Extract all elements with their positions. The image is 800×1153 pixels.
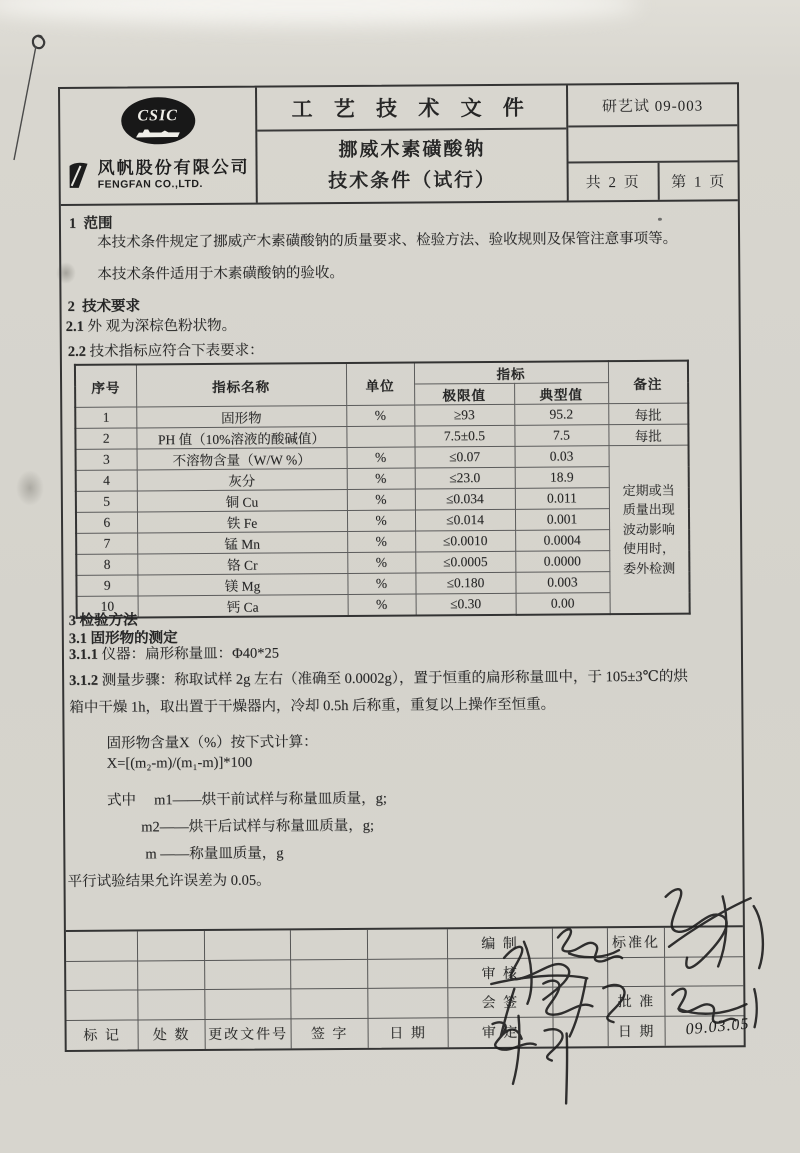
section-3-1-2-line1: 3.1.2 测量步骤：称取试样 2g 左右（准确至 0.0002g），置于恒重的扁形称量皿中，于 105±3℃的烘 — [69, 668, 688, 689]
label-biaozhunhua: 标准化 — [608, 928, 665, 958]
revision-cell — [138, 960, 205, 990]
handwritten-date: 09.03.05 — [684, 1015, 751, 1039]
col-header-name: 指标名称 — [136, 363, 346, 407]
spec-row: 7 锰 Mn % ≤0.0010 0.0004 — [76, 529, 689, 554]
document-header — [60, 84, 738, 206]
section-3-1-1: 3.1.1 仪器：扁形称量皿：Φ40*25 — [68, 645, 280, 663]
company-logo-cell — [60, 88, 258, 204]
col-header-indicator: 指标 — [414, 361, 608, 384]
col-header-unit: 单位 — [346, 363, 414, 406]
product-title-line1: 挪威木素磺酸钠 — [338, 139, 486, 162]
signature-cell-shenhe — [553, 958, 608, 988]
doc-type-title: 工 艺 技 术 文 件 — [257, 85, 566, 131]
formula-m2: m2——烘干后试样与称量皿质量，g; — [141, 817, 375, 836]
merged-remark-cell: 定期或当质量出现波动影响使用时，委外检测 — [609, 445, 690, 614]
section-2-1: 2.1 外 观为深棕色粉状物。 — [65, 317, 237, 335]
spec-table — [74, 360, 691, 619]
revision-cell — [138, 931, 205, 961]
company-name-block — [61, 159, 256, 191]
scan-light-artifact — [0, 0, 640, 24]
col-header-no: 序号 — [75, 364, 136, 407]
revision-cell — [368, 959, 448, 989]
doc-number-column — [568, 84, 738, 200]
label-biaoji: 标 记 — [67, 1020, 139, 1050]
empty-cell — [608, 957, 665, 987]
revision-cell — [205, 930, 291, 960]
revision-cell — [368, 988, 448, 1018]
revision-cell — [368, 929, 448, 959]
spec-row: 8 铬 Cr % ≤0.0005 0.0000 — [76, 550, 689, 575]
total-pages: 共 2 页 — [569, 163, 660, 201]
formula: X=[(m₂-m)/(m₁-m)]*100 — [106, 754, 253, 772]
section-3-heading: 3 检验方法 — [68, 612, 138, 629]
section-1-heading: 1 范围 — [68, 215, 113, 232]
company-name-cn: 风帆股份有限公司 — [97, 157, 250, 178]
page-number: 第 1 页 — [671, 174, 727, 191]
company-name-en: FENGFAN CO.,LTD. — [97, 177, 203, 191]
section-1-paragraph-2: 本技术条件适用于木素磺酸钠的验收。 — [97, 265, 344, 283]
revision-cell — [291, 959, 368, 989]
col-header-limit: 极限值 — [414, 383, 514, 405]
revision-cell — [66, 990, 138, 1020]
spec-row: 9 镁 Mg % ≤0.180 0.003 — [76, 571, 689, 596]
label-pizhun: 批 准 — [608, 987, 665, 1017]
product-title — [257, 129, 566, 202]
document-frame — [58, 82, 751, 1052]
formula-where-m1: 式中 m1——烘干前试样与称量皿质量，g; — [106, 790, 387, 809]
ink-speck — [658, 218, 662, 221]
doc-number: 研艺试 09-003 — [568, 84, 737, 127]
fengfan-sail-logo-icon — [67, 160, 91, 190]
formula-intro: 固形物含量X（%）按下式计算： — [106, 734, 318, 752]
tolerance-note: 平行试验结果允许误差为 0.05。 — [67, 872, 271, 890]
spec-row: 1 固形物 % ≥93 95.2 每批 — [75, 403, 688, 428]
csic-logo-text: CSIC — [137, 107, 178, 125]
revision-cell — [205, 960, 291, 990]
spec-row: 5 铜 Cu % ≤0.034 0.011 — [76, 487, 689, 512]
section-1-paragraph-1: 本技术条件规定了挪威产木素磺酸钠的质量要求、检验方法、验收规则及保管注意事项等。 — [97, 230, 678, 251]
revision-cell — [138, 990, 205, 1020]
csic-logo — [121, 97, 195, 145]
label-qianzi: 签 字 — [292, 1018, 369, 1048]
spec-row: 2 PH 值（10%溶液的酸碱值） 7.5±0.5 7.5 每批 — [75, 424, 688, 449]
title-column — [257, 85, 569, 202]
label-bianzhi: 编 制 — [448, 929, 553, 959]
page-info-row — [569, 162, 738, 200]
label-chushu: 处 数 — [139, 1019, 206, 1049]
revision-cell — [66, 961, 138, 991]
spec-row: 10 钙 Ca % ≤0.30 0.00 — [77, 592, 690, 618]
section-2-heading: 2 技术要求 — [67, 298, 141, 315]
formula-m: m ——称量皿质量，g — [145, 845, 284, 863]
signature-cell-huiqian — [553, 987, 608, 1017]
spec-row: 3 不溶物含量（W/W %） % ≤0.07 0.03 定期或当质量出现波动影响使用时，委外检测 — [76, 445, 689, 470]
revision-cell — [291, 930, 368, 960]
approval-table — [66, 925, 744, 1050]
label-genggai-wenjianhao: 更改文件号 — [206, 1019, 292, 1049]
revision-cell — [66, 931, 138, 961]
product-title-line2: 技术条件（试行） — [328, 169, 497, 192]
label-riqi-left: 日 期 — [369, 1018, 449, 1048]
signature-cell-bianzhi — [553, 928, 608, 958]
signature-cell-pizhun — [665, 986, 743, 1016]
label-shending: 审 定 — [449, 1017, 554, 1047]
signature-cell-shending — [554, 1017, 609, 1047]
signature-cell-biaozhunhua — [665, 927, 743, 957]
spec-row: 4 灰分 % ≤23.0 18.9 — [76, 466, 689, 491]
section-3-1-2-line2: 箱中干燥 1h，取出置于干燥器内，冷却 0.5h 后称重，重复以上操作至恒重。 — [69, 696, 556, 716]
label-shenhe: 审 核 — [448, 958, 553, 988]
revision-cell — [291, 989, 368, 1019]
section-3-1-heading: 3.1 固形物的测定 — [68, 630, 178, 647]
spec-row: 6 铁 Fe % ≤0.014 0.001 — [76, 508, 689, 533]
label-huiqian: 会 签 — [448, 988, 553, 1018]
revision-cell — [205, 989, 291, 1019]
paper-smudge — [16, 470, 44, 506]
col-header-remark: 备注 — [608, 361, 688, 404]
empty-cell — [665, 957, 743, 987]
empty-cell — [568, 126, 737, 163]
label-riqi-right: 日 期 — [609, 1016, 666, 1046]
section-2-2: 2.2 技术指标应符合下表要求： — [67, 342, 264, 360]
col-header-typical: 典型值 — [514, 383, 608, 405]
